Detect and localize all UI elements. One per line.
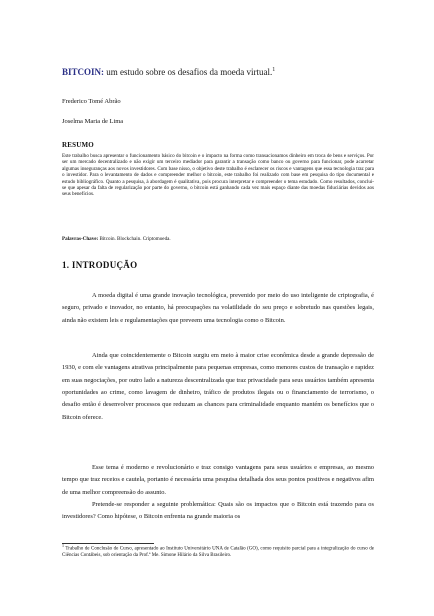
body-paragraph: Pretende-se responder a seguinte problemática: Quais são os impactos que o Bitcoin está trazendo para os investidores? Como hipótese, o Bitcoin enfrenta na grande maioria os	[62, 501, 374, 521]
abstract-body: Este trabalho busca apresentar o funcionamento básico do bitcoin e o impacto na forma como transacionamos dinheiro em troca de bens e serviços. Por ser um mercado decentralizado e não exigir um terceiro mediador para garantir a transação como banco ou governo para funcionar, pode acarretar algumas inseguranças aos novos investidores. Com base nisso, o objetivo deste trabalho é esclarecer os riscos e vantagens que essa tecnologia traz para o investidor. Para o levantamento de dados e compreender melhor o bitcoin, este trabalho foi realizado com base em pesquisa do tipo documental e estudo bibliográfico. Quanto a pesquisa, à abordagem é qualitativa, pois procura interpretar e compreender o tema estudado. Como resultados, conclui-se que apesar da falta de regularização por parte do governo, o bitcoin está ganhando cada vez mais espaço diante das moedas fiduciárias devidos aos seus benefícios.	[62, 153, 374, 198]
section-heading: 1. INTRODUÇÃO	[62, 260, 138, 270]
footnote-text: Trabalho de Conclusão de Curso, apresentado ao Instituto Universitário UNA de Catalão (GO), como requisito parcial para a integralização do curso de Ciências Contábeis, sob orientação da Prof.ª Me. Simone Hilário da Silva Brasileiro.	[62, 546, 374, 558]
author-name: Frederico Tomé Abrão	[62, 98, 121, 105]
keywords-values: Bitcoin. Blockchain. Criptomoeda.	[98, 236, 171, 242]
abstract-heading: RESUMO	[62, 141, 94, 149]
footnote-marker: 1	[62, 543, 64, 548]
footnote	[62, 543, 374, 559]
paper-title-bold: BITCOIN:	[62, 67, 105, 77]
body-paragraph: Esse tema é moderno e revolucionário e traz consigo vantagens para seus usuários e empresas, ao mesmo tempo que traz receios e cautela, portanto é necessária uma pesquisa detalhada dos seus pontos positivos e negativos afim de uma melhor compreensão do assunto.	[62, 464, 374, 496]
paper-title-rest: um estudo sobre os desafios da moeda virtual.	[104, 67, 273, 77]
body-paragraph: Ainda que coincidentemente o Bitcoin surgiu em meio à maior crise econômica desde a grande depressão de 1930, e com ele vantagens atrativas principalmente para pequenas empresas, como menores custos de transação e rapidez em suas negociações, por outro lado a natureza descentralizada que traz privacidade para seus usuários também apresenta oportunidades ao crime, como lavagem de dinheiro, tráfico de produtos ilegais ou o financiamento de terrorismo, o desafio então é desenvolver processos que reduzam as chances para criminalidade enquanto mantém os benefícios que o Bitcoin oferece.	[62, 352, 374, 421]
body-paragraph: A moeda digital é uma grande inovação tecnológica, prevenido por meio do uso inteligente de criptografia, é seguro, privado e inovador, no entanto, há preocupações na volatilidade do seu preço e sobretudo nas questões legais, ainda não existem leis e regulamentações que preveem uma tecnologia como o Bitcoin.	[62, 292, 374, 324]
paper-title	[62, 66, 382, 78]
title-footnote-marker: 1	[272, 67, 276, 73]
author-name: Joselma Maria de Lima	[62, 118, 124, 125]
footnote-divider	[62, 543, 154, 544]
keywords-line	[62, 236, 374, 242]
keywords-label: Palavras-Chave:	[62, 236, 99, 242]
